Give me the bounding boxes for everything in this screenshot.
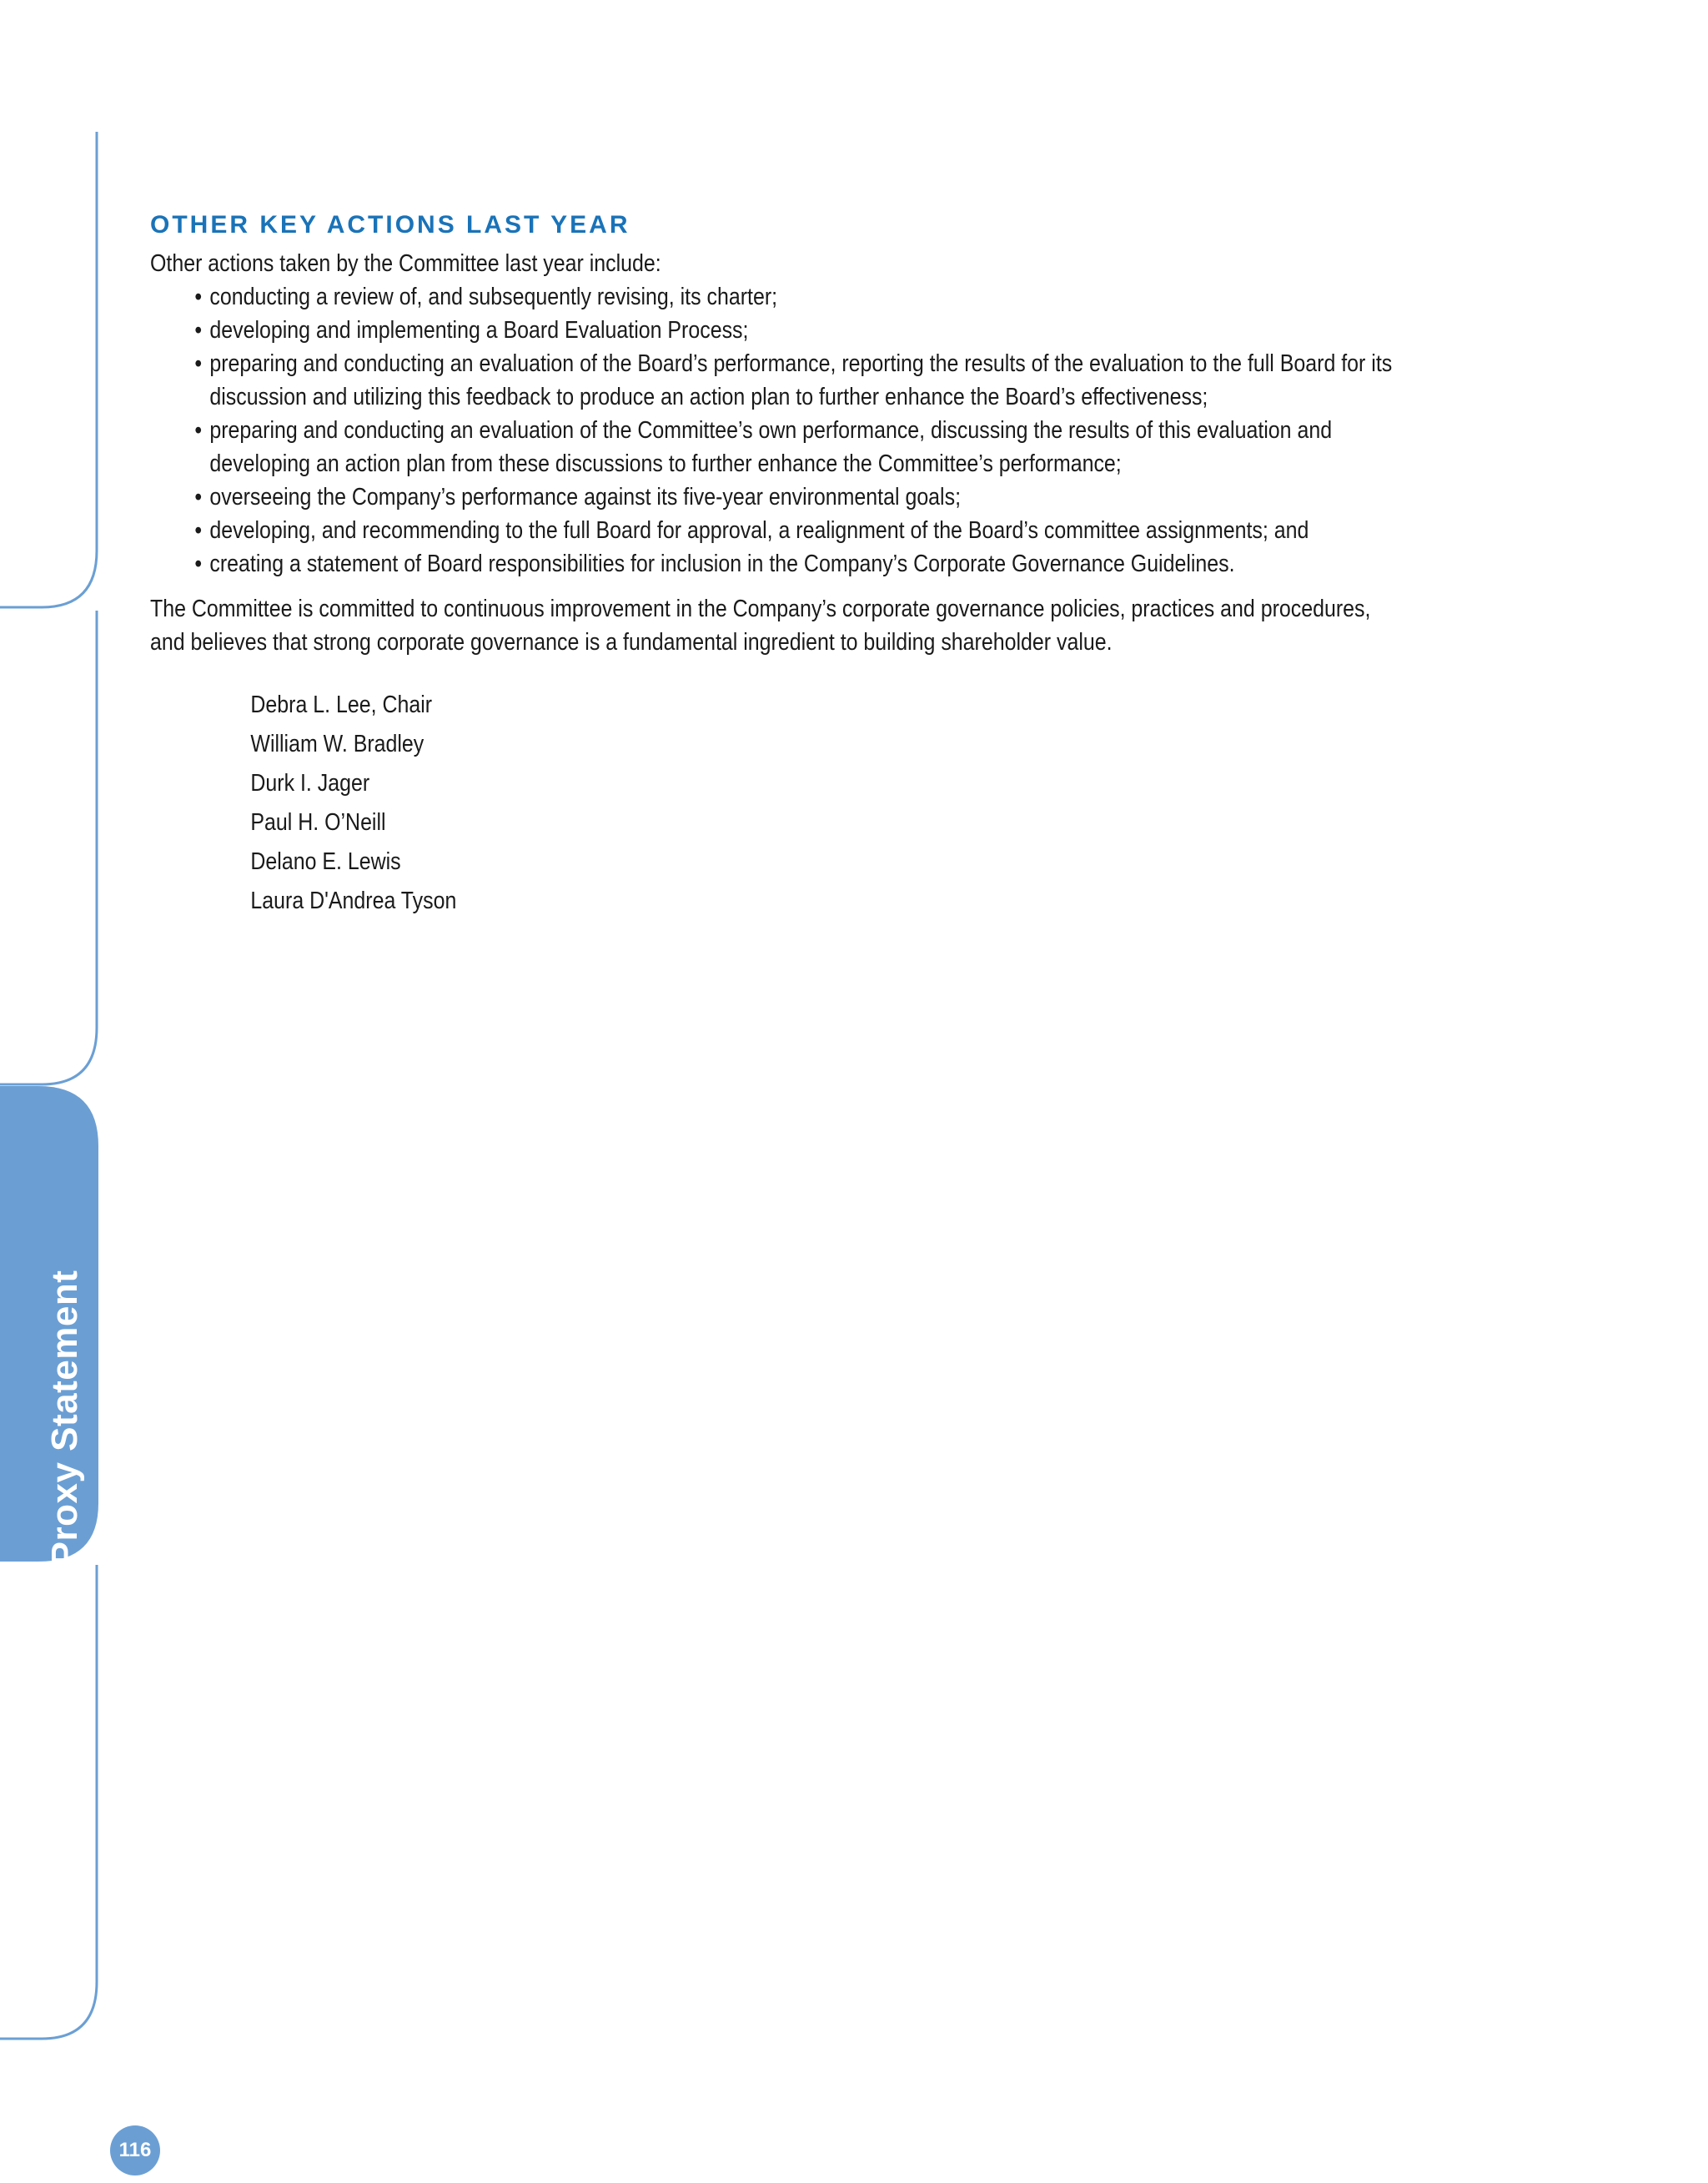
committee-member: Laura D'Andrea Tyson [250,888,457,914]
committee-member: Durk I. Jager [250,770,370,797]
main-content [150,210,1585,921]
committee-member: Paul H. O’Neill [250,809,386,836]
side-tab-rail [0,0,108,2183]
list-item: • creating a statement of Board responsibilities for inclusion in the Company’s Corporate Governance Guidelines. [194,547,1585,581]
intro-text: Other actions taken by the Committee last year include: [150,250,661,277]
list-item: • conducting a review of, and subsequently revising, its charter; [194,280,1585,314]
tab-proxy-statement[interactable]: Proxy Statement [44,1270,85,1567]
list-item: • preparing and conducting an evaluation of the Board’s performance, reporting the results of the evaluation to the full Board for its discussion and utilizing this feedback to produce an action plan to further enhance the Board’s effectiveness; [194,347,1400,414]
section-body [150,247,1585,921]
committee-member: Delano E. Lewis [250,848,401,875]
list-item: • developing and implementing a Board Evaluation Process; [194,314,1585,347]
list-item: • overseeing the Company’s performance against its five-year environmental goals; [194,480,1585,514]
page-number: 116 [110,2125,160,2175]
actions-list [150,280,1585,581]
closing-paragraph: The Committee is committed to continuous improvement in the Company’s corporate governance policies, practices and procedures, and believes that strong corporate governance is a fundamental ingredient to building shareholder value. [150,596,1371,656]
committee-member-list [250,686,1585,921]
list-item: • developing, and recommending to the full Board for approval, a realignment of the Board’s committee assignments; and [194,514,1585,547]
committee-member: William W. Bradley [250,731,424,757]
list-item: • preparing and conducting an evaluation of the Committee’s own performance, discussing the results of this evaluation and developing an action plan from these discussions to further enhance the Committee’s performance; [194,414,1400,480]
section-heading: OTHER KEY ACTIONS LAST YEAR [150,211,630,239]
committee-member: Debra L. Lee, Chair [250,692,433,718]
tab-rail-outline [0,0,108,2183]
